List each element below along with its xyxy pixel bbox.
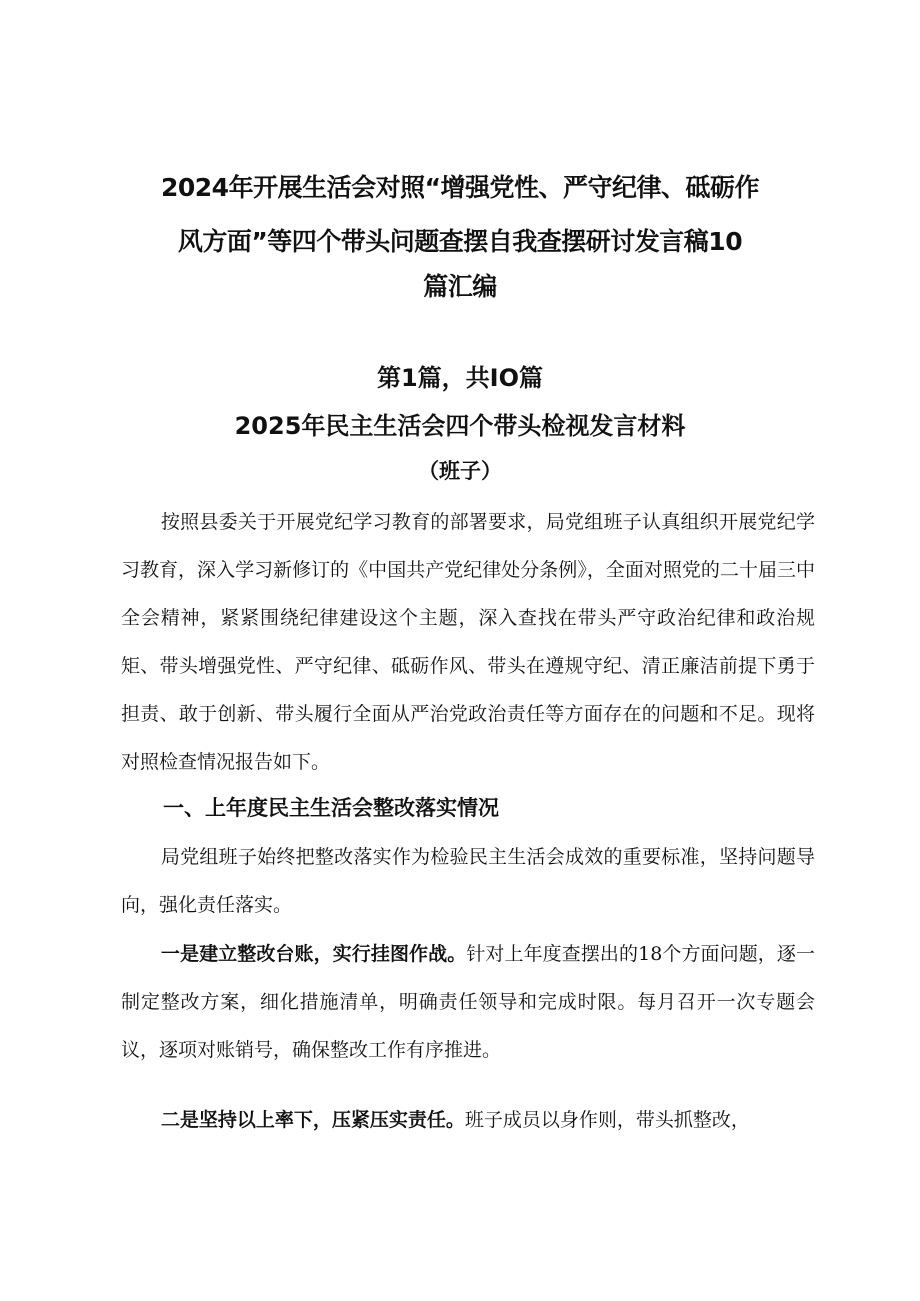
intro-paragraph: 按照县委关于开展党纪学习教育的部署要求，局党组班子认真组织开展党纪学习教育，深入学习新修订的《中国共产党纪律处分条例》，全面对照党的二十届三中全会精神，紧紧围绕纪律建设这个主题，深入查找在带头严守政治纪律和政治规矩、带头增强党性、严守纪律、砥砺作风、带头在遵规守纪、清正廉洁前提下勇于担责、敢于创新、带头履行全面从严治党政治责任等方面存在的问题和不足。现将对照检查情况报告如下。: [121, 511, 815, 773]
section-1-paragraph: 局党组班子始终把整改落实作为检验民主生活会成效的重要标准，坚持问题导向，强化责任落实。: [121, 846, 815, 916]
document-title-line-1: 2024年开展生活会对照“增强党性、严守纪律、砥砺作: [160, 173, 759, 202]
point-1-text: 针对上年度查摆出的18个方面问题，逐一制定整改方案，细化措施清单，明确责任领导和完成时限。每月召开一次专题会议，逐项对账销号，确保整改工作有序推进。: [121, 943, 815, 1061]
point-2-lead: 二是坚持以上率下，压紧压实责任。: [160, 1109, 465, 1131]
speech-subtitle: 2025年民主生活会四个带头检视发言材料: [234, 412, 686, 440]
point-1-lead: 一是建立整改台账，实行挂图作战。: [160, 943, 467, 965]
point-2-paragraph: [121, 1096, 815, 1144]
document-title-line-2: 风方面”等四个带头问题查摆自我查摆研讨发言稿10: [177, 227, 743, 256]
document-title-line-3: 篇汇编: [423, 272, 497, 301]
section-1-heading: 一、上年度民主生活会整改落实情况: [163, 796, 499, 820]
point-2-text: 班子成员以身作则，带头抓整改，: [464, 1109, 750, 1131]
speech-subtitle-note: （班子）: [418, 459, 502, 483]
part-label: 第1篇，共IO篇: [376, 364, 544, 392]
point-1-paragraph: [121, 930, 815, 1074]
